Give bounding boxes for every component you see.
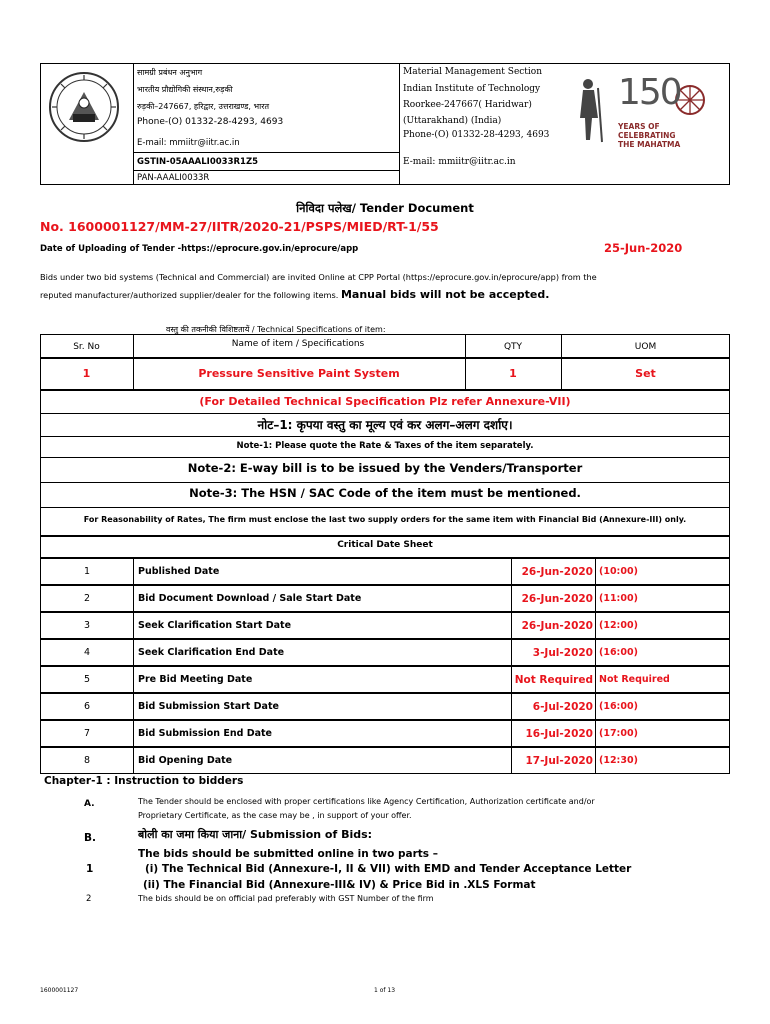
upload-label: Date of Uploading of Tender -https://eprocure.gov.in/eprocure/app [40,244,359,254]
critical-date-time: Not Required [595,666,730,693]
gandhi-150-logo [572,70,722,156]
critical-date-date: 16-Jul-2020 [511,720,596,747]
critical-date-no: 8 [40,747,134,774]
items-col-sr: Sr. No [73,342,100,352]
critical-date-time: (17:00) [595,720,730,747]
critical-date-time: (10:00) [595,558,730,585]
doc-title: निविदा पलेख/ Tender Document [296,201,474,215]
logo150-years: YEARS OF [618,122,660,131]
critical-date-row [40,693,730,720]
critical-date-label: Pre Bid Meeting Date [133,666,512,693]
critical-date-time: (11:00) [595,585,730,612]
item-name: Pressure Sensitive Paint System [198,367,400,380]
critical-date-row [40,747,730,774]
header-right-line3: Roorkee-247667( Haridwar) [403,100,532,110]
header-hindi-line3: रुड़की–247667, हरिद्वार, उत्तराखण्ड, भारत [137,102,270,111]
header-right-line5: Phone-(O) 01332-28-4293, 4693 [403,130,550,140]
header-divider-left [133,63,134,185]
note-2: Note-2: E-way bill is to be issued by the Venders/Transporter [187,461,583,475]
critical-date-row [40,612,730,639]
critical-date-no: 2 [40,585,134,612]
items-col-uom: UOM [634,342,657,352]
chapter-a-label: A. [84,799,95,809]
header-hindi-line2: भारतीय प्रौद्योगिकी संस्थान,रुड़की [137,85,233,94]
critical-date-row [40,639,730,666]
critical-date-date: 17-Jul-2020 [511,747,596,774]
critical-date-row [40,585,730,612]
item-sr: 1 [82,367,91,380]
items-col-qty: QTY [503,342,523,352]
items-col-name: Name of item / Specifications [231,339,365,349]
critical-date-no: 7 [40,720,134,747]
critical-date-date: Not Required [511,666,596,693]
items-table-caption: वस्तु की तकनीकी विशिष्टतायें / Technical Specifications of item: [166,325,386,334]
critical-date-time: (16:00) [595,639,730,666]
critical-date-label: Seek Clarification End Date [133,639,512,666]
critical-date-row [40,720,730,747]
chapter-p2-text: The bids should be on official pad preferably with GST Number of the firm [138,894,434,903]
critical-date-date: 3-Jul-2020 [511,639,596,666]
critical-date-time: (12:00) [595,612,730,639]
chapter-heading: Chapter-1 : Instruction to bidders [44,775,244,787]
tender-number: No. 1600001127/MM-27/IITR/2020-21/PSPS/MIED/RT-1/55 [40,219,439,234]
critical-date-date: 26-Jun-2020 [511,585,596,612]
chapter-p1-line3: (ii) The Financial Bid (Annexure-III& IV) & Price Bid in .XLS Format [143,879,536,891]
logo150-number: 150 [618,72,681,113]
critical-date-time: (16:00) [595,693,730,720]
critical-date-no: 3 [40,612,134,639]
logo150-celebrating: CELEBRATING [618,131,676,140]
upload-date: 25-Jun-2020 [604,241,683,255]
chapter-a-line2: Proprietary Certificate, as the case may be , in support of your offer. [138,811,412,820]
critical-date-no: 5 [40,666,134,693]
header-pan: PAN-AAALI0033R [137,173,210,183]
critical-date-row [40,666,730,693]
header-divider-mid [399,63,400,185]
footer-page: 1 of 13 [374,987,396,994]
chapter-b-text: बोली का जमा किया जाना/ Submission of Bids: [138,828,373,841]
note-3: Note-3: The HSN / SAC Code of the item must be mentioned. [189,486,581,500]
header-gstin-top-line [133,152,399,153]
critical-date-label: Bid Submission Start Date [133,693,512,720]
header-pan-top-line [133,170,399,171]
note-1: Note-1: Please quote the Rate & Taxes of the item separately. [236,441,534,451]
chapter-p1-line2: (i) The Technical Bid (Annexure-I, II & VII) with EMD and Tender Acceptance Letter [145,863,632,875]
chapter-b-label: B. [84,832,96,844]
header-phone-left: Phone-(O) 01332-28-4293, 4693 [137,117,284,127]
chapter-p1-label: 1 [86,863,94,875]
critical-date-label: Published Date [133,558,512,585]
iitr-logo [47,70,121,144]
header-hindi-line1: सामग्री प्रबंधन अनुभाग [137,68,203,77]
annexure-note: (For Detailed Technical Specification Plz refer Annexure-VII) [199,395,571,408]
critical-date-label: Seek Clarification Start Date [133,612,512,639]
critical-date-no: 6 [40,693,134,720]
intro-line2-text: reputed manufacturer/authorized supplier/dealer for the following items. [40,290,339,300]
logo150-mahatma: THE MAHATMA [618,140,681,149]
critical-date-no: 4 [40,639,134,666]
reasonability-note: For Reasonability of Rates, The firm must enclose the last two supply orders for the same item with Financial Bid (Annexure-III) only. [83,515,687,524]
intro-line1: Bids under two bid systems (Technical and Commercial) are invited Online at CPP Portal (https://eprocure.gov.in/eprocure/app) from the [40,272,597,282]
chapter-a-line1: The Tender should be enclosed with proper certifications like Agency Certification, Authorization certificate and/or [138,797,595,806]
item-uom: Set [635,367,656,380]
header-right-line2: Indian Institute of Technology [403,84,541,94]
header-email-left: E-mail: mmiitr@iitr.ac.in [137,138,240,148]
critical-date-date: 26-Jun-2020 [511,558,596,585]
hindi-note: नोट–1: कृपया वस्तु का मूल्य एवं कर अलग–अलग दर्शाए। [257,418,513,432]
manual-bids-warning: Manual bids will not be accepted. [340,288,550,301]
header-right-line1: Material Management Section [403,67,543,77]
critical-date-date: 26-Jun-2020 [511,612,596,639]
critical-date-row [40,558,730,585]
item-qty: 1 [509,367,517,380]
chapter-p2-label: 2 [86,894,92,904]
header-right-email: E-mail: mmiitr@iitr.ac.in [403,157,516,167]
intro-line2 [40,288,549,301]
critical-date-label: Bid Submission End Date [133,720,512,747]
critical-date-no: 1 [40,558,134,585]
chapter-p1-line1: The bids should be submitted online in two parts – [138,848,438,860]
header-right-line4: (Uttarakhand) (India) [403,116,502,126]
critical-date-label: Bid Document Download / Sale Start Date [133,585,512,612]
critical-date-label: Bid Opening Date [133,747,512,774]
critical-date-title: Critical Date Sheet [337,540,433,550]
header-gstin: GSTIN-05AAALI0033R1Z5 [137,157,259,167]
critical-date-date: 6-Jul-2020 [511,693,596,720]
critical-date-time: (12:30) [595,747,730,774]
footer-left: 1600001127 [40,987,79,994]
